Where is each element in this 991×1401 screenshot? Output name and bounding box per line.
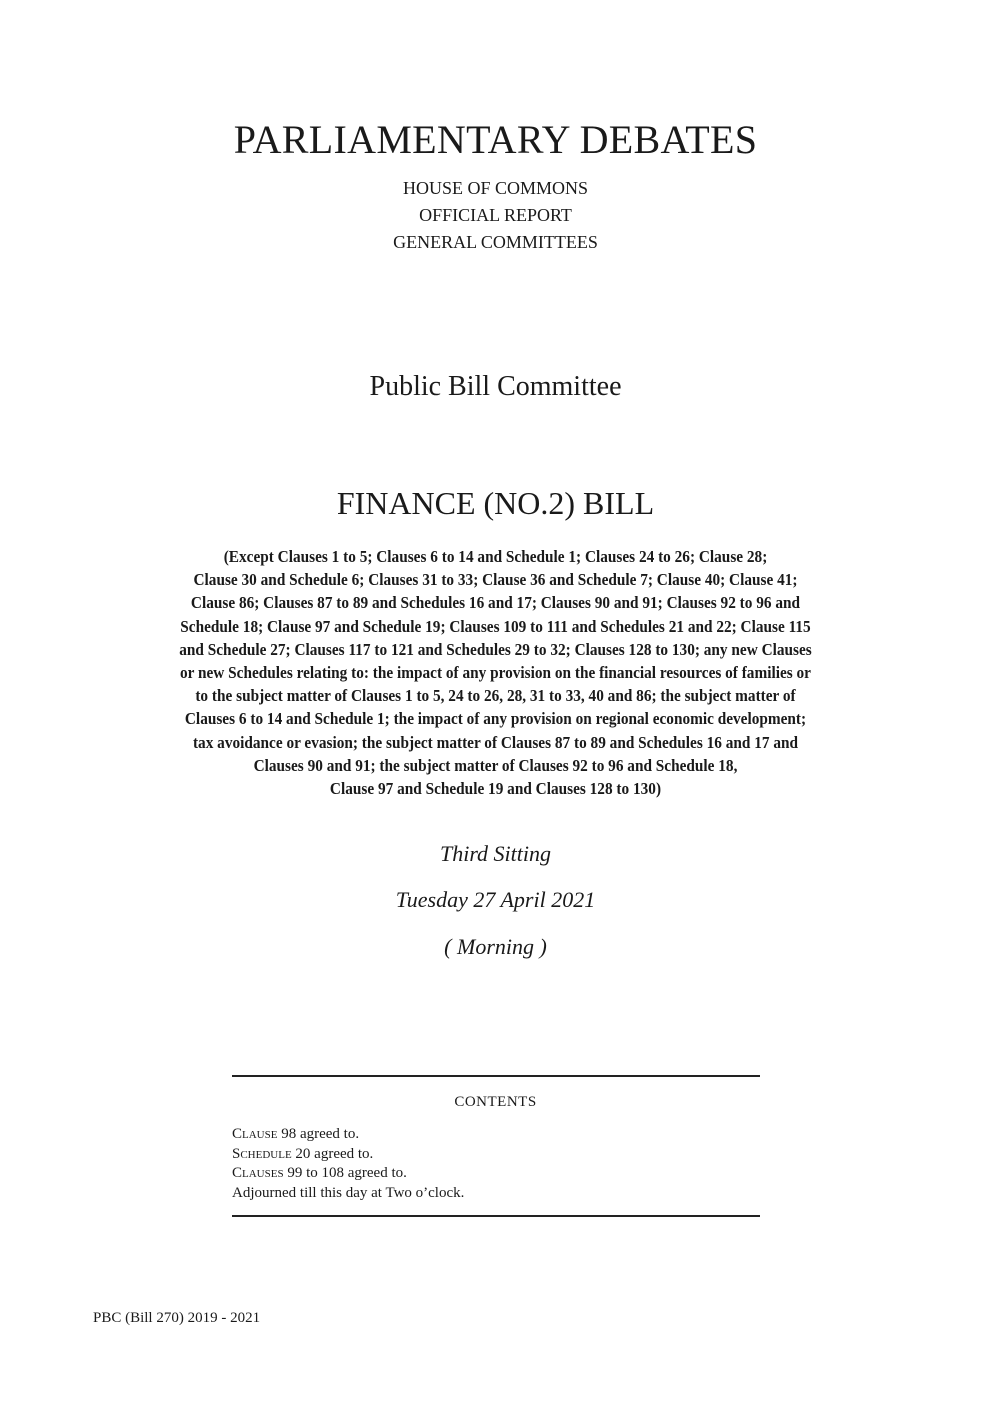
scope-line: Clause 97 and Schedule 19 and Clauses 128 to 130) <box>329 779 662 799</box>
scope-line: Clause 30 and Schedule 6; Clauses 31 to 33; Clause 36 and Schedule 7; Clause 40; Clause 41; <box>193 570 798 590</box>
contents-item <box>232 1184 464 1204</box>
contents-heading: CONTENTS <box>454 1094 537 1110</box>
scope-line: (Except Clauses 1 to 5; Clauses 6 to 14 and Schedule 1; Clauses 24 to 26; Clause 28; <box>223 547 768 566</box>
scope-line: Schedule 18; Clause 97 and Schedule 19; Clauses 109 to 111 and Schedules 21 and 22; Clause 115 <box>180 616 811 636</box>
publication-title: PARLIAMENTARY DEBATES <box>233 117 758 162</box>
contents-item-text: Adjourned till this day at Two o’clock. <box>232 1184 465 1201</box>
contents-item-lead: Clauses <box>232 1165 284 1181</box>
footer-reference: PBC (Bill 270) 2019 - 2021 <box>93 1310 261 1326</box>
scope-line: tax avoidance or evasion; the subject matter of Clauses 87 to 89 and Schedules 16 and 17 and <box>192 732 799 752</box>
bill-scope <box>0 545 991 800</box>
scope-line: Clause 86; Clauses 87 to 89 and Schedules 16 and 17; Clauses 90 and 91; Clauses 92 to 96 and <box>190 593 801 613</box>
contents-item-text: 99 to 108 agreed to. <box>283 1165 407 1181</box>
bill-title: FINANCE (NO.2) BILL <box>336 485 655 521</box>
subtitle-committees: GENERAL COMMITTEES <box>393 232 598 252</box>
contents-item-lead: Clause <box>232 1126 278 1142</box>
scope-line: Clauses 90 and 91; the subject matter of Clauses 92 to 96 and Schedule 18, <box>253 755 738 775</box>
scope-line: to the subject matter of Clauses 1 to 5, 24 to 26, 28, 31 to 33, 40 and 86; the subject matter of <box>195 686 796 706</box>
contents-item-text: 20 agreed to. <box>291 1145 374 1162</box>
contents-item-text: 98 agreed to. <box>277 1126 360 1142</box>
scope-line: and Schedule 27; Clauses 117 to 121 and Schedules 29 to 32; Clauses 128 to 130; any new Clauses <box>179 639 812 659</box>
contents-list <box>232 1125 464 1203</box>
subtitle-house: HOUSE OF COMMONS <box>402 178 589 198</box>
contents-item <box>232 1164 464 1184</box>
contents-item <box>232 1145 464 1165</box>
scope-line: or new Schedules relating to: the impact of any provision on the financial resources of families or <box>180 663 811 683</box>
sitting-date: Tuesday 27 April 2021 <box>395 887 596 912</box>
subtitle-report: OFFICIAL REPORT <box>419 205 572 225</box>
contents-top-rule <box>232 1075 760 1077</box>
scope-line: Clauses 6 to 14 and Schedule 1; the impact of any provision on regional economic development; <box>184 709 807 729</box>
committee-name: Public Bill Committee <box>369 371 622 402</box>
sitting-session: ( Morning ) <box>444 934 547 959</box>
contents-item-lead: Schedule <box>232 1145 292 1162</box>
publication-subtitles <box>0 175 991 256</box>
sitting: Third Sitting <box>439 841 552 866</box>
contents-bottom-rule <box>232 1215 760 1217</box>
contents-item <box>232 1125 464 1145</box>
